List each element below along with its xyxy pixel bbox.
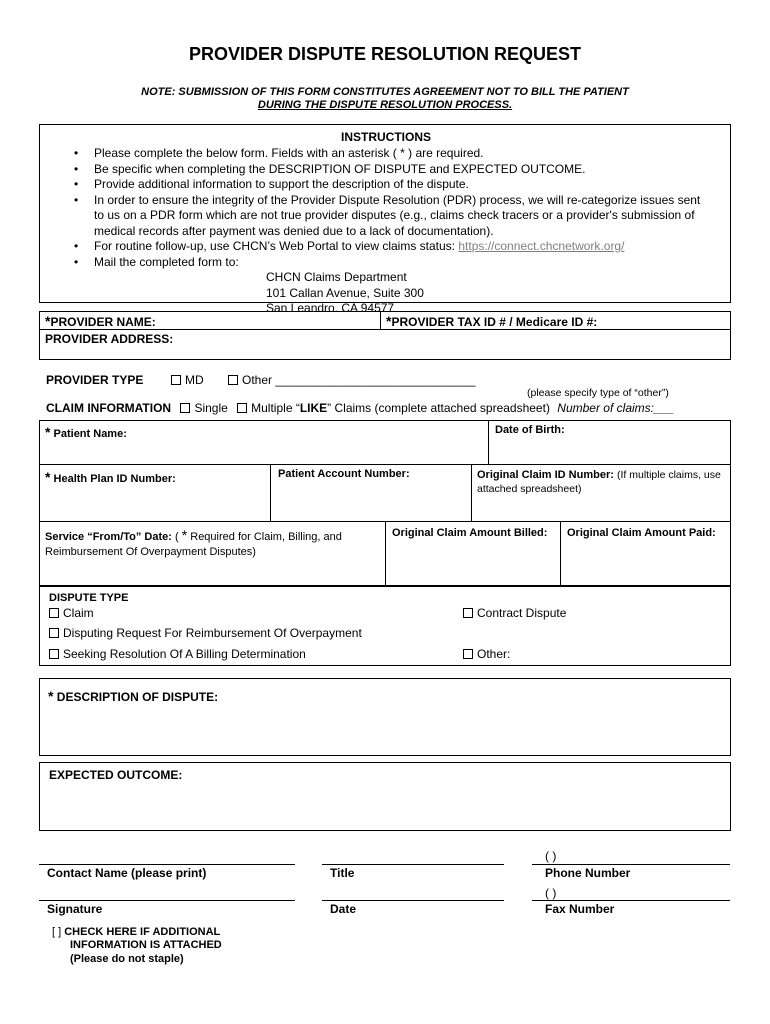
contact-name-line[interactable] [39, 864, 295, 865]
service-date-label[interactable]: Service “From/To” Date: ( * Required for Claim, Billing, and Reimbursement Of Overpayment Disputes) [45, 527, 342, 558]
dispute-other[interactable]: Other: [463, 647, 510, 661]
expected-outcome-box[interactable] [39, 762, 731, 831]
signature-line[interactable] [39, 900, 295, 901]
claim-information-row: CLAIM INFORMATION Single Multiple “LIKE” Claims (complete attached spreadsheet) Number of claims:___ [46, 401, 675, 415]
amount-paid-label[interactable]: Original Claim Amount Paid: [567, 527, 716, 539]
patient-name-label[interactable]: * Patient Name: [45, 424, 127, 440]
claim-single[interactable]: Single [180, 401, 227, 415]
bullet-icon: • [74, 177, 79, 191]
fax-line[interactable] [532, 900, 730, 901]
checkbox-icon[interactable] [237, 403, 247, 413]
phone-label: Phone Number [545, 866, 631, 880]
dispute-type-box [39, 586, 731, 666]
instructions-box [39, 124, 731, 315]
fax-label: Fax Number [545, 902, 615, 916]
provider-name-label[interactable]: *PROVIDER NAME: [45, 313, 156, 329]
provider-box [39, 311, 731, 360]
instruction-item: • Please complete the below form. Fields with an asterisk ( * ) are required. [74, 146, 484, 160]
provider-tax-id-label[interactable]: *PROVIDER TAX ID # / Medicare ID #: [386, 313, 598, 329]
bullet-icon: • [74, 254, 79, 269]
patient-account-label[interactable]: Patient Account Number: [278, 468, 410, 480]
instructions-list [74, 146, 724, 270]
description-box[interactable] [39, 678, 731, 756]
provider-address-label[interactable]: PROVIDER ADDRESS: [45, 332, 174, 346]
dispute-type-label: DISPUTE TYPE [49, 592, 129, 604]
checkbox-icon[interactable] [49, 628, 59, 638]
note-line-2: DURING THE DISPUTE RESOLUTION PROCESS. [257, 99, 513, 111]
date-label: Date [330, 902, 357, 916]
dispute-billing[interactable]: Seeking Resolution Of A Billing Determination [49, 647, 306, 661]
number-of-claims[interactable]: Number of claims:___ [557, 401, 675, 415]
checkbox-icon[interactable] [49, 608, 59, 618]
phone-line[interactable] [532, 864, 730, 865]
page-title: PROVIDER DISPUTE RESOLUTION REQUEST [188, 44, 582, 64]
dispute-contract[interactable]: Contract Dispute [463, 606, 566, 620]
instruction-item: • Be specific when completing the DESCRIPTION OF DISPUTE and EXPECTED OUTCOME. [74, 161, 586, 176]
portal-link[interactable]: https://connect.chcnetwork.org/ [458, 239, 625, 253]
provider-type-md[interactable]: MD [171, 373, 204, 387]
additional-info-check[interactable]: [ ] CHECK HERE IF ADDITIONAL [52, 926, 221, 938]
description-label: * DESCRIPTION OF DISPUTE: [48, 688, 219, 704]
note-line-1: NOTE: SUBMISSION OF THIS FORM CONSTITUTES AGREEMENT NOT TO BILL THE PATIENT [141, 86, 629, 98]
bullet-icon: • [74, 192, 79, 207]
provider-type-note: (please specify type of “other”) [527, 387, 669, 399]
additional-info-line3: (Please do not staple) [70, 953, 184, 965]
instruction-item: • In order to ensure the integrity of the Provider Dispute Resolution (PDR) process, we will re-categorize issues sent to us on a PDR form which are not true provider disputes (e.g., claims check tracers or a provider's submission of medical records after payment was denied due to a lack of documentation). [74, 192, 701, 238]
date-line[interactable] [322, 900, 504, 901]
instructions-heading: INSTRUCTIONS [341, 130, 431, 144]
checkbox-icon[interactable] [49, 649, 59, 659]
bullet-icon: • [74, 239, 79, 253]
additional-info-line2: INFORMATION IS ATTACHED [70, 939, 222, 951]
claim-multiple[interactable]: Multiple “LIKE” Claims (complete attached spreadsheet) [237, 401, 550, 415]
instruction-item: • Mail the completed form to: [74, 254, 239, 269]
health-plan-id-label[interactable]: * Health Plan ID Number: [45, 469, 176, 485]
date-of-birth-label[interactable]: Date of Birth: [495, 424, 565, 436]
title-line[interactable] [322, 864, 504, 865]
bullet-icon: • [74, 146, 79, 160]
expected-outcome-label: EXPECTED OUTCOME: [49, 768, 183, 782]
dispute-overpayment[interactable]: Disputing Request For Reimbursement Of Overpayment [49, 626, 362, 640]
bullet-icon: • [74, 161, 79, 176]
checkbox-icon[interactable] [228, 375, 238, 385]
checkbox-icon[interactable] [171, 375, 181, 385]
amount-billed-label[interactable]: Original Claim Amount Billed: [392, 527, 548, 539]
phone-parentheses: ( ) [545, 849, 557, 863]
dispute-claim[interactable]: Claim [49, 606, 94, 620]
original-claim-id-label[interactable]: Original Claim ID Number: (If multiple claims, use attached spreadsheet) [477, 469, 721, 495]
claim-table [39, 420, 731, 586]
checkbox-icon[interactable] [463, 649, 473, 659]
checkbox-brackets[interactable]: [ ] [52, 926, 62, 938]
title-label: Title [330, 866, 355, 880]
provider-type-other[interactable]: Other ______________________________ [228, 373, 476, 387]
contact-name-label: Contact Name (please print) [47, 866, 207, 880]
instruction-item: • Provide additional information to support the description of the dispute. [74, 177, 469, 191]
mail-address: CHCN Claims Department 101 Callan Avenue, Suite 300 San Leandro. CA 94577 [266, 270, 424, 315]
signature-label: Signature [47, 902, 103, 916]
checkbox-icon[interactable] [180, 403, 190, 413]
provider-type-label: PROVIDER TYPE [46, 373, 144, 387]
checkbox-icon[interactable] [463, 608, 473, 618]
instruction-item: • For routine follow-up, use CHCN’s Web Portal to view claims status: https://connect.chcnetwork.org/ [74, 239, 625, 253]
fax-parentheses: ( ) [545, 886, 557, 900]
